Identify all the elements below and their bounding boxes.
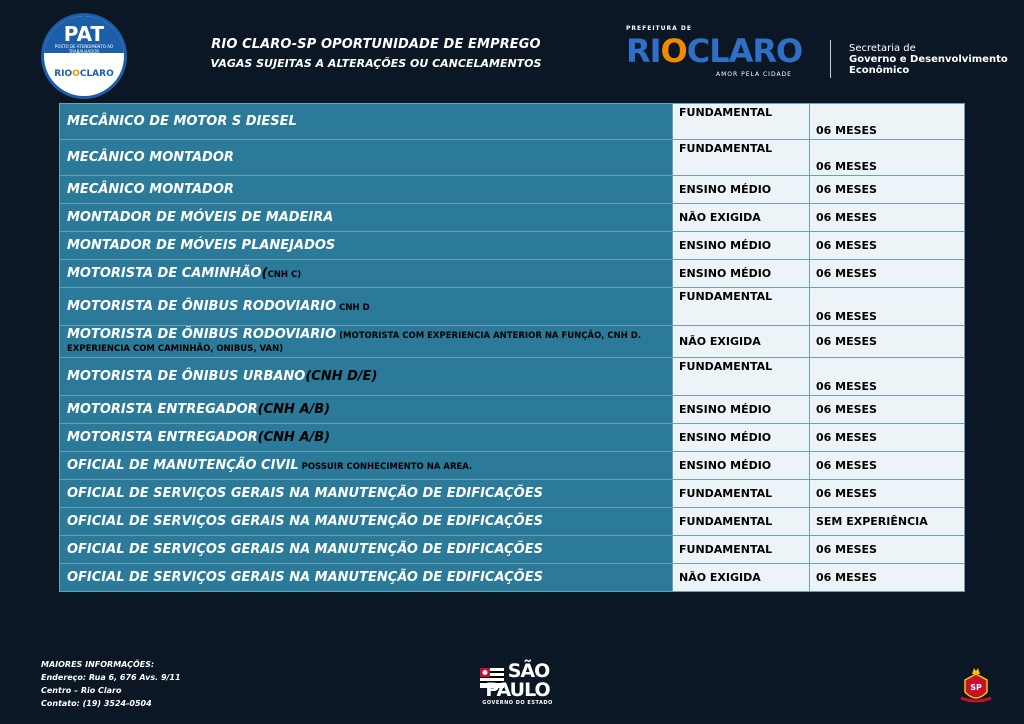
table-row	[60, 204, 965, 232]
job-title-cell	[60, 176, 673, 204]
rio-claro-name: RIOCLARO	[626, 32, 803, 70]
table-row	[60, 176, 965, 204]
job-title-cell	[60, 508, 673, 536]
table-row	[60, 536, 965, 564]
education-cell: FUNDAMENTAL	[673, 140, 810, 176]
sao-paulo-line1: SÃO	[507, 660, 550, 682]
job-title: MOTORISTA DE CAMINHÃO	[67, 266, 262, 281]
experience-cell: 06 MESES	[810, 564, 965, 592]
jobs-table	[59, 103, 965, 592]
job-note-italic: (CNH D/E)	[305, 369, 378, 384]
job-title: MECÂNICO DE MOTOR S DIESEL	[67, 114, 297, 129]
job-note: POSSUIR CONHECIMENTO NA AREA.	[298, 462, 473, 472]
job-title-cell	[60, 260, 673, 288]
job-title: OFICIAL DE SERVIÇOS GERAIS NA MANUTENÇÃO DE EDIFICAÇÕES	[67, 570, 543, 585]
job-title-cell	[60, 564, 673, 592]
job-title-cell	[60, 232, 673, 260]
job-title-cell	[60, 326, 673, 358]
education-cell: ENSINO MÉDIO	[673, 424, 810, 452]
pat-logo-city: RIOOCLARO	[54, 69, 114, 79]
page-title: RIO CLARO-SP OPORTUNIDADE DE EMPREGO	[211, 37, 541, 52]
experience-cell: 06 MESES	[810, 232, 965, 260]
education-cell: NÃO EXIGIDA	[673, 326, 810, 358]
job-title-cell	[60, 452, 673, 480]
table-row	[60, 260, 965, 288]
table-row	[60, 480, 965, 508]
job-title: MOTORISTA DE ÔNIBUS RODOVIARIO	[67, 326, 337, 342]
sao-paulo-line2: PAULO	[485, 679, 550, 701]
table-row	[60, 396, 965, 424]
contact-info	[41, 658, 181, 710]
job-note: (MOTORISTA COM EXPERIENCIA ANTERIOR NA FUNÇÃO, CNH D. EXPERIENCIA COM CAMINHÃO, ONIBUS, VAN)	[67, 330, 642, 354]
job-note: CNH C)	[267, 270, 302, 280]
job-title: MECÂNICO MONTADOR	[67, 150, 234, 165]
job-note-italic: (CNH A/B)	[257, 430, 331, 445]
job-title: MECÂNICO MONTADOR	[67, 182, 234, 197]
contact-district: Centro – Rio Claro	[41, 686, 122, 695]
sao-paulo-logo	[480, 662, 555, 710]
table-row	[60, 140, 965, 176]
education-cell: FUNDAMENTAL	[673, 508, 810, 536]
education-cell: FUNDAMENTAL	[673, 288, 810, 326]
job-title-cell	[60, 396, 673, 424]
pat-logo-subtitle: POSTO DE ATENDIMENTO AO TRABALHADOR	[54, 44, 114, 54]
svg-text:SP: SP	[970, 683, 982, 692]
table-row	[60, 232, 965, 260]
job-note: CNH D	[336, 303, 370, 313]
rio-claro-logo	[626, 25, 826, 85]
experience-cell: 06 MESES	[810, 260, 965, 288]
experience-cell: 06 MESES	[810, 288, 965, 326]
job-title-cell	[60, 358, 673, 396]
education-cell: FUNDAMENTAL	[673, 358, 810, 396]
job-title-cell	[60, 480, 673, 508]
education-cell: FUNDAMENTAL	[673, 536, 810, 564]
pat-logo-word: PAT	[63, 22, 105, 46]
table-row	[60, 452, 965, 480]
experience-cell: 06 MESES	[810, 204, 965, 232]
contact-phone: Contato: (19) 3524-0504	[41, 699, 152, 708]
experience-cell: 06 MESES	[810, 104, 965, 140]
education-cell: ENSINO MÉDIO	[673, 452, 810, 480]
job-title: MONTADOR DE MÓVEIS PLANEJADOS	[67, 238, 336, 253]
contact-heading: MAIORES INFORMAÇÕES:	[41, 660, 155, 669]
job-title-cell	[60, 140, 673, 176]
table-row	[60, 564, 965, 592]
pat-logo	[41, 13, 127, 99]
job-note-italic: (	[261, 266, 268, 281]
job-title: MOTORISTA DE ÔNIBUS RODOVIARIO	[67, 299, 337, 314]
experience-cell: 06 MESES	[810, 452, 965, 480]
table-row	[60, 326, 965, 358]
education-cell: NÃO EXIGIDA	[673, 564, 810, 592]
education-cell: ENSINO MÉDIO	[673, 396, 810, 424]
job-title-cell	[60, 288, 673, 326]
table-row	[60, 358, 965, 396]
experience-cell: 06 MESES	[810, 396, 965, 424]
contact-address: Endereço: Rua 6, 676 Avs. 9/11	[41, 673, 181, 682]
job-title-cell	[60, 204, 673, 232]
logo-divider	[830, 40, 831, 78]
experience-cell: 06 MESES	[810, 176, 965, 204]
experience-cell: 06 MESES	[810, 358, 965, 396]
sao-paulo-gov: GOVERNO DO ESTADO	[482, 700, 553, 706]
job-title: MOTORISTA ENTREGADOR	[67, 430, 258, 445]
education-cell: ENSINO MÉDIO	[673, 232, 810, 260]
job-title: OFICIAL DE SERVIÇOS GERAIS NA MANUTENÇÃO DE EDIFICAÇÕES	[67, 542, 543, 557]
rio-claro-tagline: AMOR PELA CIDADE	[716, 71, 792, 78]
experience-cell: 06 MESES	[810, 326, 965, 358]
rio-claro-pin-icon: O	[660, 32, 687, 70]
education-cell: NÃO EXIGIDA	[673, 204, 810, 232]
job-title: MOTORISTA ENTREGADOR	[67, 402, 258, 417]
experience-cell: 06 MESES	[810, 536, 965, 564]
table-row	[60, 508, 965, 536]
job-title-cell	[60, 424, 673, 452]
secretaria-label: Secretaria de Governo e Desenvolvimento Econômico	[849, 43, 1008, 76]
education-cell: ENSINO MÉDIO	[673, 260, 810, 288]
education-cell: FUNDAMENTAL	[673, 104, 810, 140]
education-cell: FUNDAMENTAL	[673, 480, 810, 508]
experience-cell: SEM EXPERIÊNCIA	[810, 508, 965, 536]
job-title: MONTADOR DE MÓVEIS DE MADEIRA	[67, 210, 334, 225]
table-row	[60, 288, 965, 326]
experience-cell: 06 MESES	[810, 140, 965, 176]
education-cell: ENSINO MÉDIO	[673, 176, 810, 204]
job-title-cell	[60, 104, 673, 140]
rio-claro-prefix: PREFEITURA DE	[626, 25, 692, 32]
page-subtitle: VAGAS SUJEITAS A ALTERAÇÕES OU CANCELAMENTOS	[210, 57, 542, 70]
job-title: OFICIAL DE SERVIÇOS GERAIS NA MANUTENÇÃO DE EDIFICAÇÕES	[67, 486, 543, 501]
job-title-cell	[60, 536, 673, 564]
job-title: MOTORISTA DE ÔNIBUS URBANO	[67, 369, 306, 384]
job-note-italic: (CNH A/B)	[257, 402, 331, 417]
sao-paulo-coat-of-arms-icon	[957, 662, 995, 706]
job-title: OFICIAL DE MANUTENÇÃO CIVIL	[67, 458, 299, 473]
table-row	[60, 104, 965, 140]
experience-cell: 06 MESES	[810, 480, 965, 508]
experience-cell: 06 MESES	[810, 424, 965, 452]
table-row	[60, 424, 965, 452]
job-title: OFICIAL DE SERVIÇOS GERAIS NA MANUTENÇÃO DE EDIFICAÇÕES	[67, 514, 543, 529]
